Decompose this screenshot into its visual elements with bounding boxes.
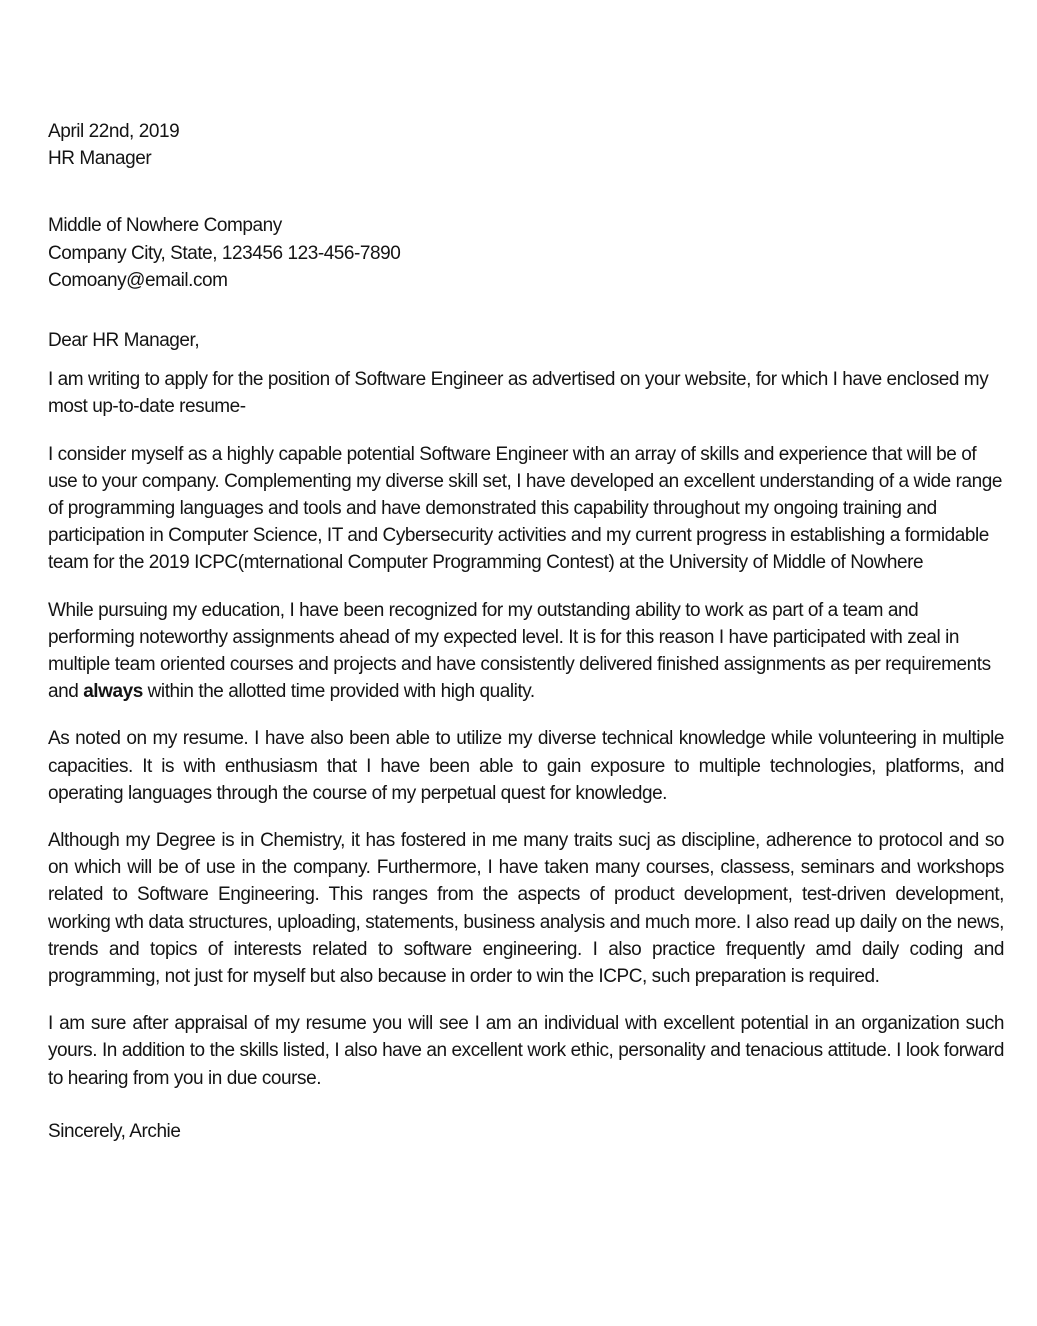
paragraph-teamwork-after: within the allotted time provided with high quality.	[142, 681, 535, 703]
paragraph-volunteering: As noted on my resume. I have also been able to utilize my diverse technical knowledge while volunteering in multiple capacities. It is with enthusiasm that I have been able to gain exposure to multiple technologies, platforms, and operating languages through the course of my perpetual quest for knowledge.	[48, 728, 1004, 804]
paragraph-teamwork	[48, 597, 1004, 706]
letter-header	[48, 118, 1004, 172]
paragraph-appraisal: I am sure after appraisal of my resume you will see I am an individual with excellent potential in an organization such yours. In addition to the skills listed, I also have an excellent work ethic, personality and tenacious attitude. I look forward to hearing from you in due course.	[48, 1013, 1004, 1089]
paragraph-skills: I consider myself as a highly capable potential Software Engineer with an array of skills and experience that will be of use to your company. Complementing my diverse skill set, I have developed an excellent understanding of a wide range of programming languages and tools and have demonstrated this capability throughout my ongoing training and participation in Computer Science, IT and Cybersecurity activities and my current progress in establishing a formidable team for the 2019 ICPC(mternational Computer Programming Contest) at the University of Middle of Nowhere	[48, 443, 1002, 574]
salutation: Dear HR Manager,	[48, 330, 200, 352]
company-city-state-phone: Company City, State, 123456 123-456-7890	[48, 242, 401, 264]
closing-signature: Sincerely, Archie	[48, 1120, 181, 1142]
company-name: Middle of Nowhere Company	[48, 215, 282, 237]
cover-letter	[48, 118, 1004, 1145]
company-email: Comoany@email.com	[48, 269, 228, 291]
paragraph-intro: I am writing to apply for the position of Software Engineer as advertised on your website, for which I have enclosed my most up-to-date resume-	[48, 369, 989, 418]
paragraph-degree: Although my Degree is in Chemistry, it has fostered in me many traits sucj as discipline, adherence to protocol and so on which will be of use in the company. Furthermore, I have taken many courses, classess, seminars and workshops related to Software Engineering. This ranges from the aspects of product development, test-driven development, working wth data structures, uploading, statements, business analysis and much more. I also read up daily on the news, trends and topics of interests related to software engineering. I also practice frequently amd daily coding and programming, not just for myself but also because in order to win the ICPC, such preparation is required.	[48, 830, 1004, 988]
bold-always-emphasis: always	[83, 681, 143, 703]
recipient-title: HR Manager	[48, 148, 152, 170]
paragraph-teamwork-before: While pursuing my education, I have been recognized for my outstanding ability to work as part of a team and performing noteworthy assignments ahead of my expected level. It is for this reason I have participated with zeal in multiple team oriented courses and projects and have consistently delivered finished assignments as per requirements and	[48, 599, 991, 703]
letter-date: April 22nd, 2019	[48, 121, 180, 142]
company-address-block	[48, 212, 1004, 294]
